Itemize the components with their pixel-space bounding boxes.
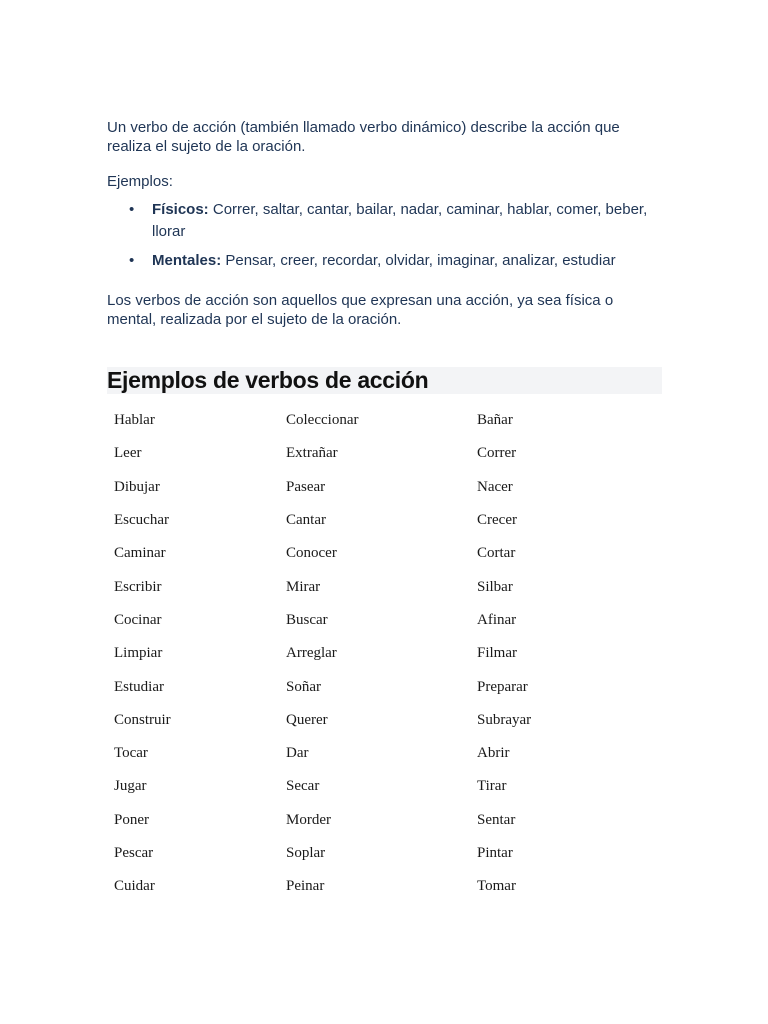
- table-cell: Filmar: [477, 645, 517, 662]
- table-cell: Pasear: [286, 478, 326, 495]
- table-cell: Querer: [286, 711, 328, 728]
- table-cell: Hablar: [114, 412, 155, 429]
- section-heading: Ejemplos de verbos de acción: [107, 367, 662, 394]
- table-cell: Escuchar: [114, 512, 169, 529]
- list-item: [152, 250, 662, 272]
- table-cell: Pescar: [114, 845, 154, 861]
- table-cell: Construir: [114, 711, 171, 728]
- table-cell: Soñar: [286, 678, 321, 695]
- table-cell: Preparar: [477, 678, 528, 695]
- table-cell: Cortar: [477, 545, 516, 562]
- bullet-text: Pensar, creer, recordar, olvidar, imaginar, analizar, estudiar: [221, 252, 616, 269]
- table-cell: Buscar: [286, 611, 328, 628]
- table-cell: Cantar: [286, 512, 326, 529]
- table-row: [107, 704, 627, 737]
- table-cell: Correr: [477, 445, 517, 462]
- examples-label: Ejemplos:: [107, 173, 173, 190]
- bullet-lead: Mentales:: [152, 252, 222, 269]
- table-cell: Tirar: [477, 778, 507, 795]
- table-cell: Escribir: [114, 578, 162, 595]
- table-cell: Peinar: [286, 878, 325, 895]
- table-row: [107, 504, 627, 537]
- table-cell: Poner: [114, 811, 149, 828]
- verbs-table-body: [107, 404, 627, 903]
- table-cell: Pintar: [477, 845, 513, 861]
- bullet-lead: Físicos:: [152, 201, 209, 218]
- table-row: [107, 837, 627, 870]
- table-cell: Nacer: [477, 478, 513, 495]
- table-cell: Leer: [114, 445, 142, 462]
- table-cell: Conocer: [286, 545, 337, 562]
- table-cell: Dibujar: [114, 478, 160, 495]
- examples-list: [107, 199, 662, 272]
- intro-paragraph: Un verbo de acción (también llamado verbo dinámico) describe la acción que realiza el sujeto de la oración.: [107, 119, 620, 155]
- table-row: [107, 471, 627, 504]
- table-cell: Subrayar: [477, 711, 532, 728]
- table-cell: Bañar: [477, 412, 513, 429]
- summary-paragraph: Los verbos de acción son aquellos que expresan una acción, ya sea física o mental, realizada por el sujeto de la oración.: [107, 292, 614, 328]
- table-cell: Extrañar: [286, 445, 338, 462]
- table-cell: Afinar: [477, 611, 517, 628]
- table-row: [107, 804, 627, 837]
- table-row: [107, 737, 627, 770]
- table-row: [107, 870, 627, 903]
- table-row: [107, 437, 627, 470]
- document-page: [107, 118, 662, 903]
- table-cell: Tomar: [477, 878, 516, 895]
- table-cell: Cocinar: [114, 611, 162, 628]
- table-row: [107, 770, 627, 803]
- table-row: [107, 670, 627, 703]
- table-cell: Mirar: [286, 578, 321, 595]
- table-cell: Silbar: [477, 578, 513, 595]
- table-cell: Tocar: [114, 745, 148, 762]
- table-row: [107, 404, 627, 437]
- table-cell: Crecer: [477, 512, 517, 529]
- table-cell: Cuidar: [114, 878, 155, 895]
- table-row: [107, 537, 627, 570]
- table-row: [107, 604, 627, 637]
- table-cell: Jugar: [114, 778, 147, 795]
- table-cell: Morder: [286, 811, 331, 828]
- table-cell: Limpiar: [114, 645, 163, 662]
- table-row: [107, 570, 627, 603]
- table-cell: Soplar: [286, 845, 326, 861]
- table-cell: Estudiar: [114, 678, 164, 695]
- table-cell: Secar: [286, 778, 320, 795]
- table-cell: Caminar: [114, 545, 166, 562]
- verbs-table: [107, 404, 627, 903]
- bullet-text: Correr, saltar, cantar, bailar, nadar, caminar, hablar, comer, beber, llorar: [152, 201, 648, 240]
- table-cell: Abrir: [477, 745, 510, 762]
- table-cell: Sentar: [477, 811, 516, 828]
- table-cell: Arreglar: [286, 645, 337, 662]
- table-cell: Dar: [286, 745, 309, 762]
- list-item: [152, 199, 662, 243]
- table-cell: Coleccionar: [286, 412, 359, 429]
- table-row: [107, 637, 627, 670]
